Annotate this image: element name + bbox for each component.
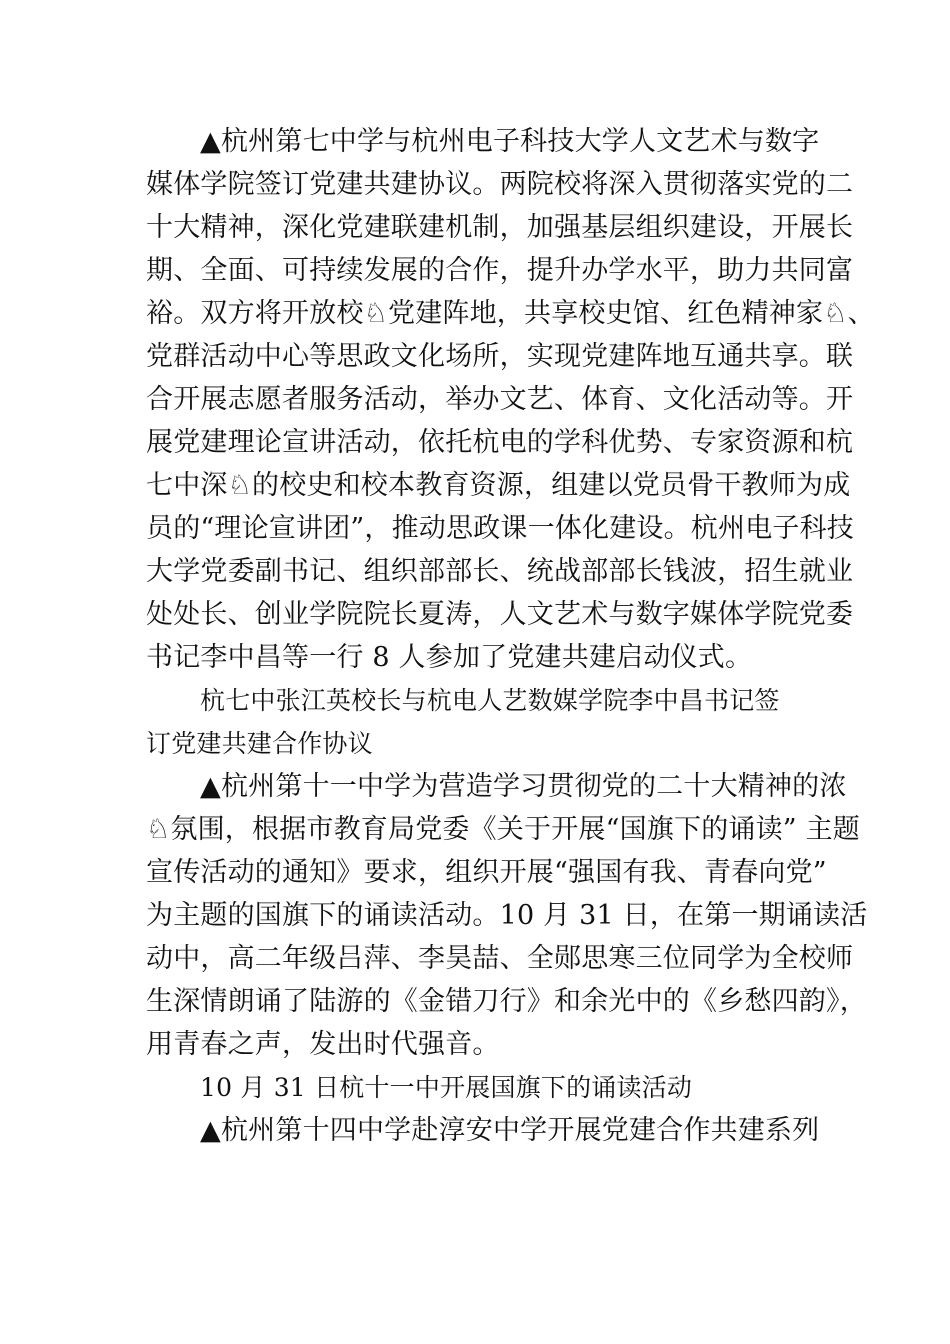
paragraph-line: 党群活动中心等思政文化场所，实现党建阵地互通共享。联	[146, 341, 854, 372]
caption-line: 订党建共建合作协议	[146, 729, 373, 758]
photo-caption-recitation	[146, 1066, 806, 1109]
paragraph-hz14-cooperation	[146, 1109, 820, 1152]
paragraph-line: 用青春之声，发出时代强音。	[146, 1029, 500, 1060]
paragraph-line: 十大精神，深化党建联建机制，加强基层组织建设，开展长	[146, 212, 854, 243]
document-body	[146, 120, 875, 1152]
caption-line: 10 月 31 日杭十一中开展国旗下的诵读活动	[200, 1073, 693, 1102]
paragraph-line: 期、全面、可持续发展的合作，提升办学水平，助力共同富	[146, 255, 854, 286]
paragraph-line: 动中，高二年级吕萍、李昊喆、全郧思寒三位同学为全校师	[146, 943, 854, 974]
paragraph-line: ▲杭州第十四中学赴淳安中学开展党建合作共建系列	[200, 1115, 820, 1146]
paragraph-line: 裕。双方将开放校♘党建阵地，共享校史馆、红色精神家♘、	[146, 298, 875, 329]
paragraph-line: 宣传活动的通知》要求，组织开展“强国有我、青春向党”	[146, 857, 827, 888]
paragraph-line: 生深情朗诵了陆游的《金错刀行》和余光中的《乡愁四韵》，	[146, 986, 867, 1017]
paragraph-line: 书记李中昌等一行 8 人参加了党建共建启动仪式。	[146, 642, 753, 673]
paragraph-line: 为主题的国旗下的诵读活动。10 月 31 日，在第一期诵读活	[146, 900, 868, 931]
paragraph-line: 展党建理论宣讲活动，依托杭电的学科优势、专家资源和杭	[146, 427, 854, 458]
paragraph-hz7-partnership	[146, 120, 875, 679]
paragraph-line: ♘氛围，根据市教育局党委《关于开展“国旗下的诵读” 主题	[146, 814, 860, 845]
caption-line: 杭七中张江英校长与杭电人艺数媒学院李中昌书记签	[200, 686, 780, 715]
paragraph-line: ▲杭州第七中学与杭州电子科技大学人文艺术与数字	[200, 126, 820, 157]
paragraph-line: 七中深♘的校史和校本教育资源，组建以党员骨干教师为成	[146, 470, 851, 501]
paragraph-line: 媒体学院签订党建共建协议。两院校将深入贯彻落实党的二	[146, 169, 854, 200]
photo-caption-signing	[146, 679, 806, 765]
paragraph-line: 员的“理论宣讲团”，推动思政课一体化建设。杭州电子科技	[146, 513, 855, 544]
paragraph-hz11-recitation	[146, 765, 868, 1066]
paragraph-line: 合开展志愿者服务活动，举办文艺、体育、文化活动等。开	[146, 384, 854, 415]
paragraph-line: 大学党委副书记、组织部部长、统战部部长钱波，招生就业	[146, 556, 854, 587]
paragraph-line: ▲杭州第十一中学为营造学习贯彻党的二十大精神的浓	[200, 771, 847, 802]
paragraph-line: 处处长、创业学院院长夏涛，人文艺术与数字媒体学院党委	[146, 599, 854, 630]
